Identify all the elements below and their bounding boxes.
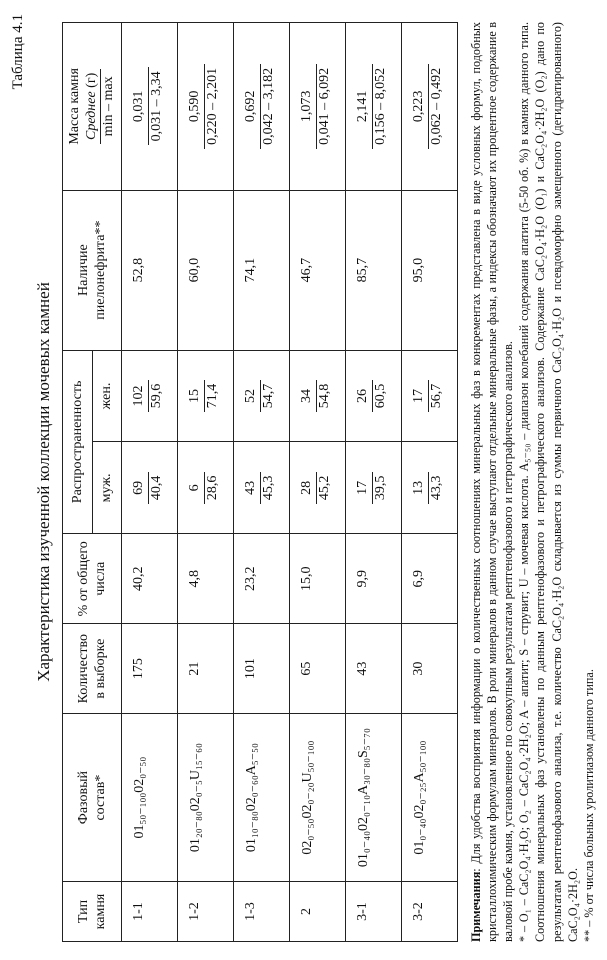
header-female: жен. bbox=[92, 350, 122, 442]
table-row bbox=[290, 23, 346, 942]
cell-mass: 0,223 0,062 – 0,492 bbox=[402, 23, 458, 191]
table-row bbox=[122, 23, 178, 942]
cell-male: 69 40,4 bbox=[122, 442, 178, 534]
cell-female: 34 54,8 bbox=[290, 350, 346, 442]
note-one-star: * – O₁ – CaC₂O₄·H₂O; O₂ – CaC₂O₄·2H₂O; A – апатит; S – струвит; U – мочевая кислота. A₅₋₅₀ – диапазон колебаний содержания апатита (5-50 об. %) в камнях данного типа. Соотношения минеральных фаз установлены по данным рентгенофазового и петрографического анализов. Содержание CaC₂O₄·H₂O (O₁) и CaC₂O₄·2H₂O (O₂) дано по результатам рентгенофазового анализа, т.е. количество CaC₂O₄·H₂O складывается из суммы первичного CaC₂O₄·H₂O и псевдоморфно замещенного (дегидратированного) CaC₂O₄·2H₂O. bbox=[517, 22, 580, 942]
cell-pyelo: 85,7 bbox=[346, 190, 402, 350]
cell-type: 3-1 bbox=[346, 882, 402, 942]
cell-phase: 01₅₀₋₁₀₀02₀₋₅₀ bbox=[122, 714, 178, 882]
cell-type: 1-2 bbox=[178, 882, 234, 942]
cell-phase: 01₀₋₄₀02₀₋₂₅A₅₀₋₁₀₀ bbox=[402, 714, 458, 882]
stones-table bbox=[62, 22, 458, 942]
cell-count: 43 bbox=[346, 624, 402, 714]
cell-pyelo: 52,8 bbox=[122, 190, 178, 350]
cell-phase: 02₀₋₅₀02₀₋₂₀U₅₀₋₁₀₀ bbox=[290, 714, 346, 882]
cell-percent: 4,8 bbox=[178, 534, 234, 624]
cell-type: 1-1 bbox=[122, 882, 178, 942]
cell-male: 6 28,6 bbox=[178, 442, 234, 534]
cell-count: 65 bbox=[290, 624, 346, 714]
table-caption: Характеристика изученной коллекции мочевых камней bbox=[34, 282, 53, 682]
cell-phase: 01₁₀₋₈₀02₀₋₆₀A₅₋₅₀ bbox=[234, 714, 290, 882]
header-type: Тип камня bbox=[63, 882, 122, 942]
cell-percent: 15,0 bbox=[290, 534, 346, 624]
header-male: муж. bbox=[92, 442, 122, 534]
note-two-star: ** – % от числа больных уролитиазом данного типа. bbox=[581, 669, 596, 942]
header-phase: Фазовый состав* bbox=[63, 714, 122, 882]
cell-pyelo: 46,7 bbox=[290, 190, 346, 350]
cell-count: 21 bbox=[178, 624, 234, 714]
cell-type: 2 bbox=[290, 882, 346, 942]
cell-percent: 23,2 bbox=[234, 534, 290, 624]
cell-pyelo: 60,0 bbox=[178, 190, 234, 350]
cell-type: 3-2 bbox=[402, 882, 458, 942]
header-pyelonephritis: Наличие пиелонефрита** bbox=[63, 190, 122, 350]
cell-female: 15 71,4 bbox=[178, 350, 234, 442]
cell-male: 28 45,2 bbox=[290, 442, 346, 534]
table-row bbox=[234, 23, 290, 942]
cell-female: 52 54,7 bbox=[234, 350, 290, 442]
cell-phase: 01₂₀₋₈₀02₀₋₅U₁₅₋₆₀ bbox=[178, 714, 234, 882]
note-label: Примечания bbox=[469, 871, 484, 942]
cell-percent: 9,9 bbox=[346, 534, 402, 624]
cell-female: 17 56,7 bbox=[402, 350, 458, 442]
cell-type: 1-3 bbox=[234, 882, 290, 942]
cell-count: 175 bbox=[122, 624, 178, 714]
header-percent: % от общего числа bbox=[63, 534, 122, 624]
table-label: Таблица 4.1 bbox=[10, 14, 26, 90]
table-notes bbox=[468, 22, 597, 942]
header-distribution: Распространенность bbox=[63, 350, 93, 534]
cell-male: 13 43,3 bbox=[402, 442, 458, 534]
cell-pyelo: 95,0 bbox=[402, 190, 458, 350]
cell-count: 101 bbox=[234, 624, 290, 714]
cell-mass: 1,073 0,041 – 6,092 bbox=[290, 23, 346, 191]
cell-count: 30 bbox=[402, 624, 458, 714]
cell-female: 102 59,6 bbox=[122, 350, 178, 442]
cell-pyelo: 74,1 bbox=[234, 190, 290, 350]
cell-mass: 2,141 0,156 – 8,052 bbox=[346, 23, 402, 191]
header-mass: Масса камня Среднее (г) min – max bbox=[63, 23, 122, 191]
cell-female: 26 60,5 bbox=[346, 350, 402, 442]
cell-mass: 0,590 0,220 – 2,201 bbox=[178, 23, 234, 191]
cell-percent: 40,2 bbox=[122, 534, 178, 624]
header-count: Количество в выборке bbox=[63, 624, 122, 714]
table-row bbox=[346, 23, 402, 942]
cell-male: 43 45,3 bbox=[234, 442, 290, 534]
cell-mass: 0,031 0,031 – 3,34 bbox=[122, 23, 178, 191]
table-row bbox=[178, 23, 234, 942]
cell-male: 17 39,5 bbox=[346, 442, 402, 534]
cell-percent: 6,9 bbox=[402, 534, 458, 624]
table-row bbox=[402, 23, 458, 942]
cell-mass: 0,692 0,042 – 3,182 bbox=[234, 23, 290, 191]
note-main: Примечания: Для удобства восприятия информации о количественных соотношениях минеральных фаз в конкрементах представлена в виде условных формул, подобных кристаллохимическим формулам минералов. В роли минералов в данном случае выступают отдельные минеральные фазы, а индексы обозначают их процентное содержание в валовой пробе камня, установленное по совокупным результатам рентгенофазового и петрографического анализов. bbox=[469, 22, 516, 942]
cell-phase: 01₀₋₄₀02₀₋₁₀A₃₀₋₈₀S₅₋₇₀ bbox=[346, 714, 402, 882]
